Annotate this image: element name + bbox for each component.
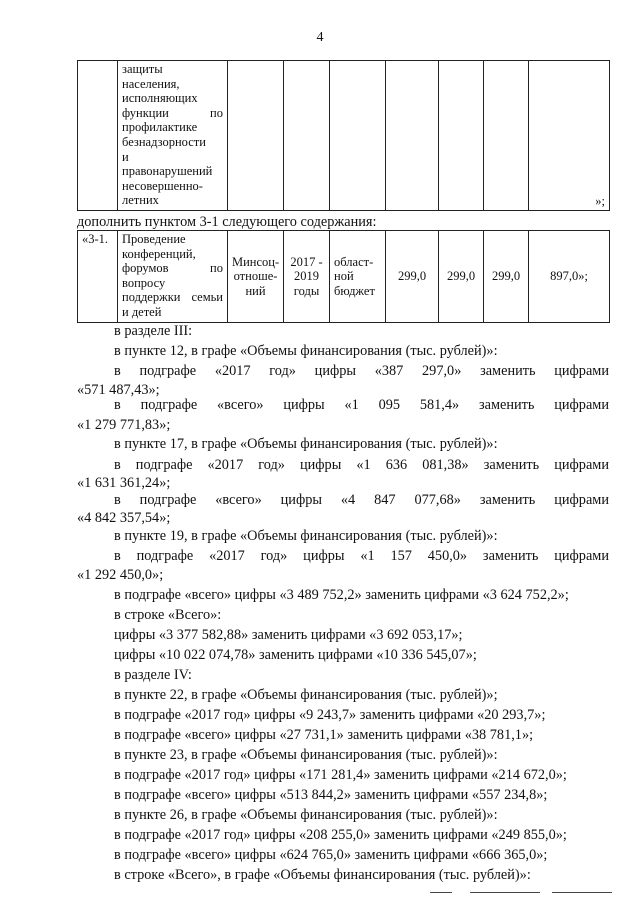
text-line: в подграфе «2017 год» цифры «1 636 081,38» заменить цифрами bbox=[114, 457, 609, 473]
page-number: 4 bbox=[316, 30, 324, 45]
text-line: «1 631 361,24»; bbox=[77, 475, 171, 491]
cell-total: »; bbox=[529, 61, 610, 211]
program-table-new-row bbox=[77, 230, 610, 323]
desc-line: функции по bbox=[122, 105, 223, 120]
text-line: «1 292 450,0»; bbox=[77, 567, 164, 583]
text-line: «1 279 771,83»; bbox=[77, 417, 171, 433]
text-line: в подграфе «2017 год» цифры «9 243,7» заменить цифрами «20 293,7»; bbox=[114, 707, 546, 723]
text-line: в подграфе «2017 год» цифры «387 297,0» заменить цифрами bbox=[114, 363, 609, 379]
text-line: в пункте 17, в графе «Объемы финансирования (тыс. рублей)»: bbox=[114, 436, 498, 452]
text-line: в пункте 19, в графе «Объемы финансирования (тыс. рублей)»: bbox=[114, 528, 498, 544]
text-line: цифры «3 377 582,88» заменить цифрами «3 692 053,17»; bbox=[114, 627, 463, 643]
desc-line: летних bbox=[122, 193, 159, 208]
cell-value-2019 bbox=[484, 61, 529, 211]
bottom-scan-mark bbox=[552, 892, 612, 893]
row-number: «3-1. bbox=[78, 231, 118, 323]
cell-source bbox=[330, 61, 386, 211]
desc-line: безнадзорности bbox=[122, 134, 206, 149]
row-total: 897,0»; bbox=[529, 231, 610, 323]
desc-line: населения, bbox=[122, 76, 180, 91]
text-line: в разделе IV: bbox=[114, 667, 192, 683]
text-line: в пункте 26, в графе «Объемы финансирования (тыс. рублей)»: bbox=[114, 807, 498, 823]
text-line: в разделе III: bbox=[114, 323, 193, 339]
text-line: цифры «10 022 074,78» заменить цифрами «10 336 545,07»; bbox=[114, 647, 477, 663]
desc-line: правонарушений bbox=[122, 164, 213, 179]
cell-value-2017 bbox=[386, 61, 439, 211]
text-line: в подграфе «всего» цифры «27 731,1» заменить цифрами «38 781,1»; bbox=[114, 727, 534, 743]
intro-line: дополнить пунктом 3-1 следующего содержания: bbox=[77, 214, 377, 230]
text-line: в подграфе «всего» цифры «3 489 752,2» заменить цифрами «3 624 752,2»; bbox=[114, 587, 569, 603]
text-line: в подграфе «2017 год» цифры «208 255,0» заменить цифрами «249 855,0»; bbox=[114, 827, 567, 843]
text-line: в строке «Всего», в графе «Объемы финансирования (тыс. рублей)»: bbox=[114, 867, 531, 883]
desc-line: несовершенно- bbox=[122, 178, 203, 193]
text-line: «4 842 357,54»; bbox=[77, 510, 171, 526]
text-line: в строке «Всего»: bbox=[114, 607, 222, 623]
cell-years bbox=[284, 61, 330, 211]
text-line: в подграфе «2017 год» цифры «171 281,4» заменить цифрами «214 672,0»; bbox=[114, 767, 567, 783]
text-line: «571 487,43»; bbox=[77, 382, 160, 398]
text-line: в пункте 23, в графе «Объемы финансирования (тыс. рублей)»: bbox=[114, 747, 498, 763]
bottom-scan-mark bbox=[430, 892, 452, 893]
cell-description bbox=[118, 61, 228, 211]
text-line: в пункте 22, в графе «Объемы финансирования (тыс. рублей)»; bbox=[114, 687, 498, 703]
row-value-2019: 299,0 bbox=[484, 231, 529, 323]
desc-line: профилактике bbox=[122, 120, 198, 135]
cell-num bbox=[78, 61, 118, 211]
row-description: Проведение конференций, форумов по вопросу поддержки семьи и детей bbox=[118, 231, 228, 323]
program-table-continuation bbox=[77, 60, 610, 211]
cell-value-2018 bbox=[439, 61, 484, 211]
row-source: област-ной бюджет bbox=[330, 231, 386, 323]
desc-line: защиты bbox=[122, 62, 163, 76]
text-line: в подграфе «всего» цифры «513 844,2» заменить цифрами «557 234,8»; bbox=[114, 787, 548, 803]
text-line: в подграфе «всего» цифры «1 095 581,4» заменить цифрами bbox=[114, 397, 609, 413]
text-line: в подграфе «всего» цифры «624 765,0» заменить цифрами «666 365,0»; bbox=[114, 847, 548, 863]
row-years: 2017 - 2019 годы bbox=[284, 231, 330, 323]
row-executor: Минсоц-отноше-ний bbox=[228, 231, 284, 323]
desc-line: исполняющих bbox=[122, 91, 198, 106]
text-line: в пункте 12, в графе «Объемы финансирования (тыс. рублей)»: bbox=[114, 343, 498, 359]
row-value-2017: 299,0 bbox=[386, 231, 439, 323]
desc-line: и bbox=[122, 149, 129, 164]
text-line: в подграфе «всего» цифры «4 847 077,68» заменить цифрами bbox=[114, 492, 609, 508]
bottom-scan-mark bbox=[470, 892, 540, 893]
cell-executor bbox=[228, 61, 284, 211]
text-line: в подграфе «2017 год» цифры «1 157 450,0» заменить цифрами bbox=[114, 548, 609, 564]
row-value-2018: 299,0 bbox=[439, 231, 484, 323]
